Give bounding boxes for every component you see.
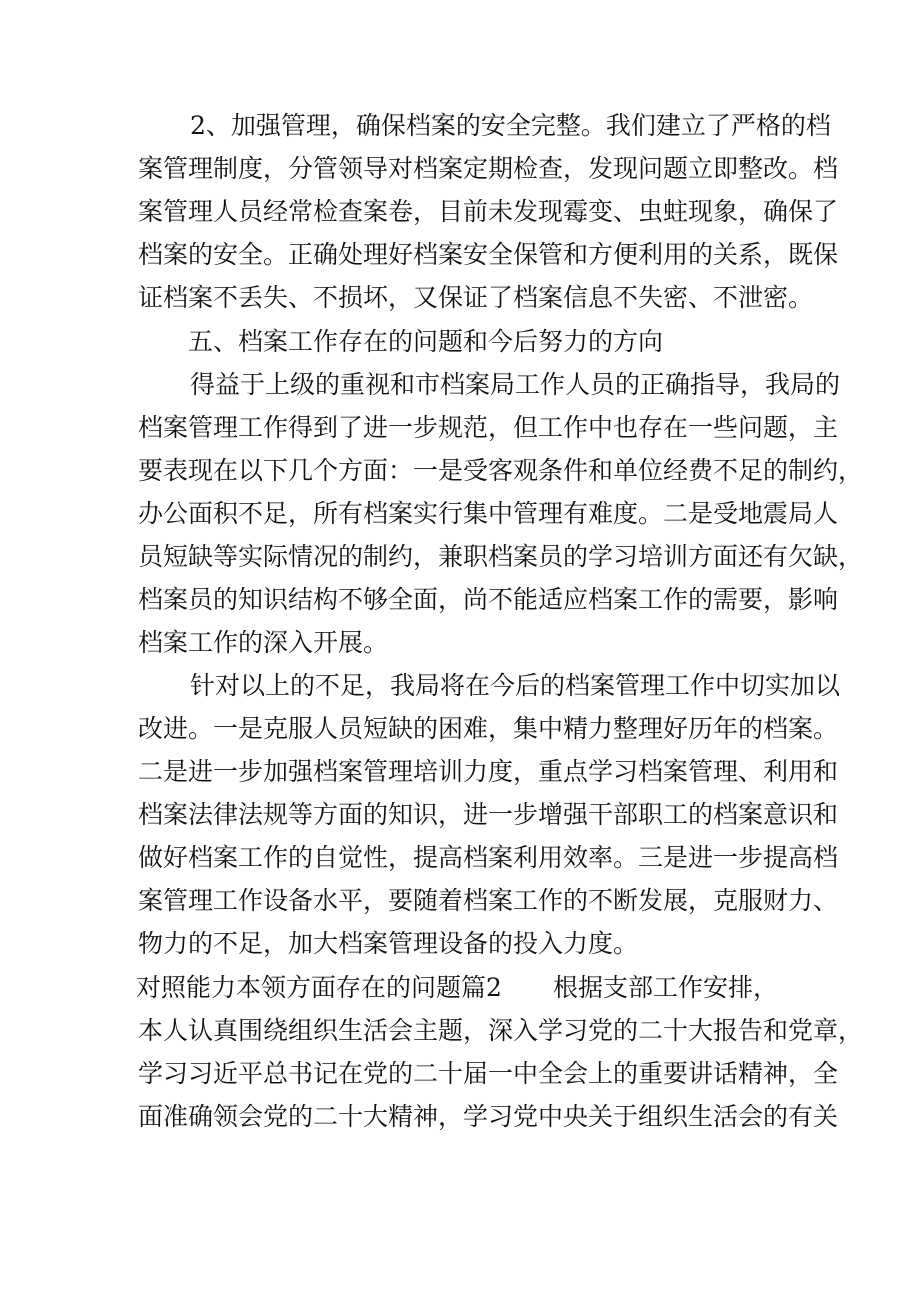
paragraph-line: 档案法律法规等方面的知识，进一步增强干部职工的档案意识和	[138, 800, 839, 829]
section-heading: 五、档案工作存在的问题和今后努力的方向	[188, 327, 664, 356]
paragraph-line: 针对以上的不足，我局将在今后的档案管理工作中切实加以	[190, 671, 841, 700]
paragraph-line: 做好档案工作的自觉性，提高档案利用效率。三是进一步提高档	[138, 843, 839, 872]
paragraph-line: 办公面积不足，所有档案实行集中管理有难度。二是受地震局人	[138, 499, 839, 528]
section-title-continuation: 根据支部工作安排，	[553, 973, 779, 1002]
paragraph-line: 证档案不丢失、不损坏，又保证了档案信息不失密、不泄密。	[138, 283, 814, 312]
section-title: 对照能力本领方面存在的问题篇2	[136, 973, 502, 1002]
paragraph-line: 物力的不足，加大档案管理设备的投入力度。	[138, 929, 639, 958]
paragraph-line: 案管理制度，分管领导对档案定期检查，发现问题立即整改。档	[138, 154, 839, 183]
paragraph-line: 2、加强管理，确保档案的安全完整。我们建立了严格的档	[190, 111, 831, 140]
paragraph-line: 案管理工作设备水平，要随着档案工作的不断发展，克服财力、	[138, 886, 839, 915]
paragraph-line: 本人认真围绕组织生活会主题，深入学习党的二十大报告和党章，	[138, 1016, 864, 1045]
paragraph-line: 改进。一是克服人员短缺的困难，集中精力整理好历年的档案。	[138, 714, 839, 743]
paragraph-line: 档案员的知识结构不够全面，尚不能适应档案工作的需要，影响	[138, 585, 839, 614]
paragraph-line: 得益于上级的重视和市档案局工作人员的正确指导，我局的	[190, 370, 841, 399]
paragraph-line: 二是进一步加强档案管理培训力度，重点学习档案管理、利用和	[138, 757, 839, 786]
paragraph-line: 员短缺等实际情况的制约，兼职档案员的学习培训方面还有欠缺，	[138, 542, 864, 571]
paragraph-line: 档案管理工作得到了进一步规范，但工作中也存在一些问题，主	[138, 413, 839, 442]
paragraph-line: 案管理人员经常检查案卷，目前未发现霉变、虫蛀现象，确保了	[138, 197, 839, 226]
paragraph-line: 档案工作的深入开展。	[138, 628, 389, 657]
paragraph-line: 面准确领会党的二十大精神，学习党中央关于组织生活会的有关	[138, 1102, 839, 1131]
paragraph-line: 学习习近平总书记在党的二十届一中全会上的重要讲话精神，全	[138, 1059, 839, 1088]
paragraph-line: 要表现在以下几个方面：一是受客观条件和单位经费不足的制约，	[138, 456, 864, 485]
paragraph-line: 档案的安全。正确处理好档案安全保管和方便利用的关系，既保	[138, 240, 839, 269]
